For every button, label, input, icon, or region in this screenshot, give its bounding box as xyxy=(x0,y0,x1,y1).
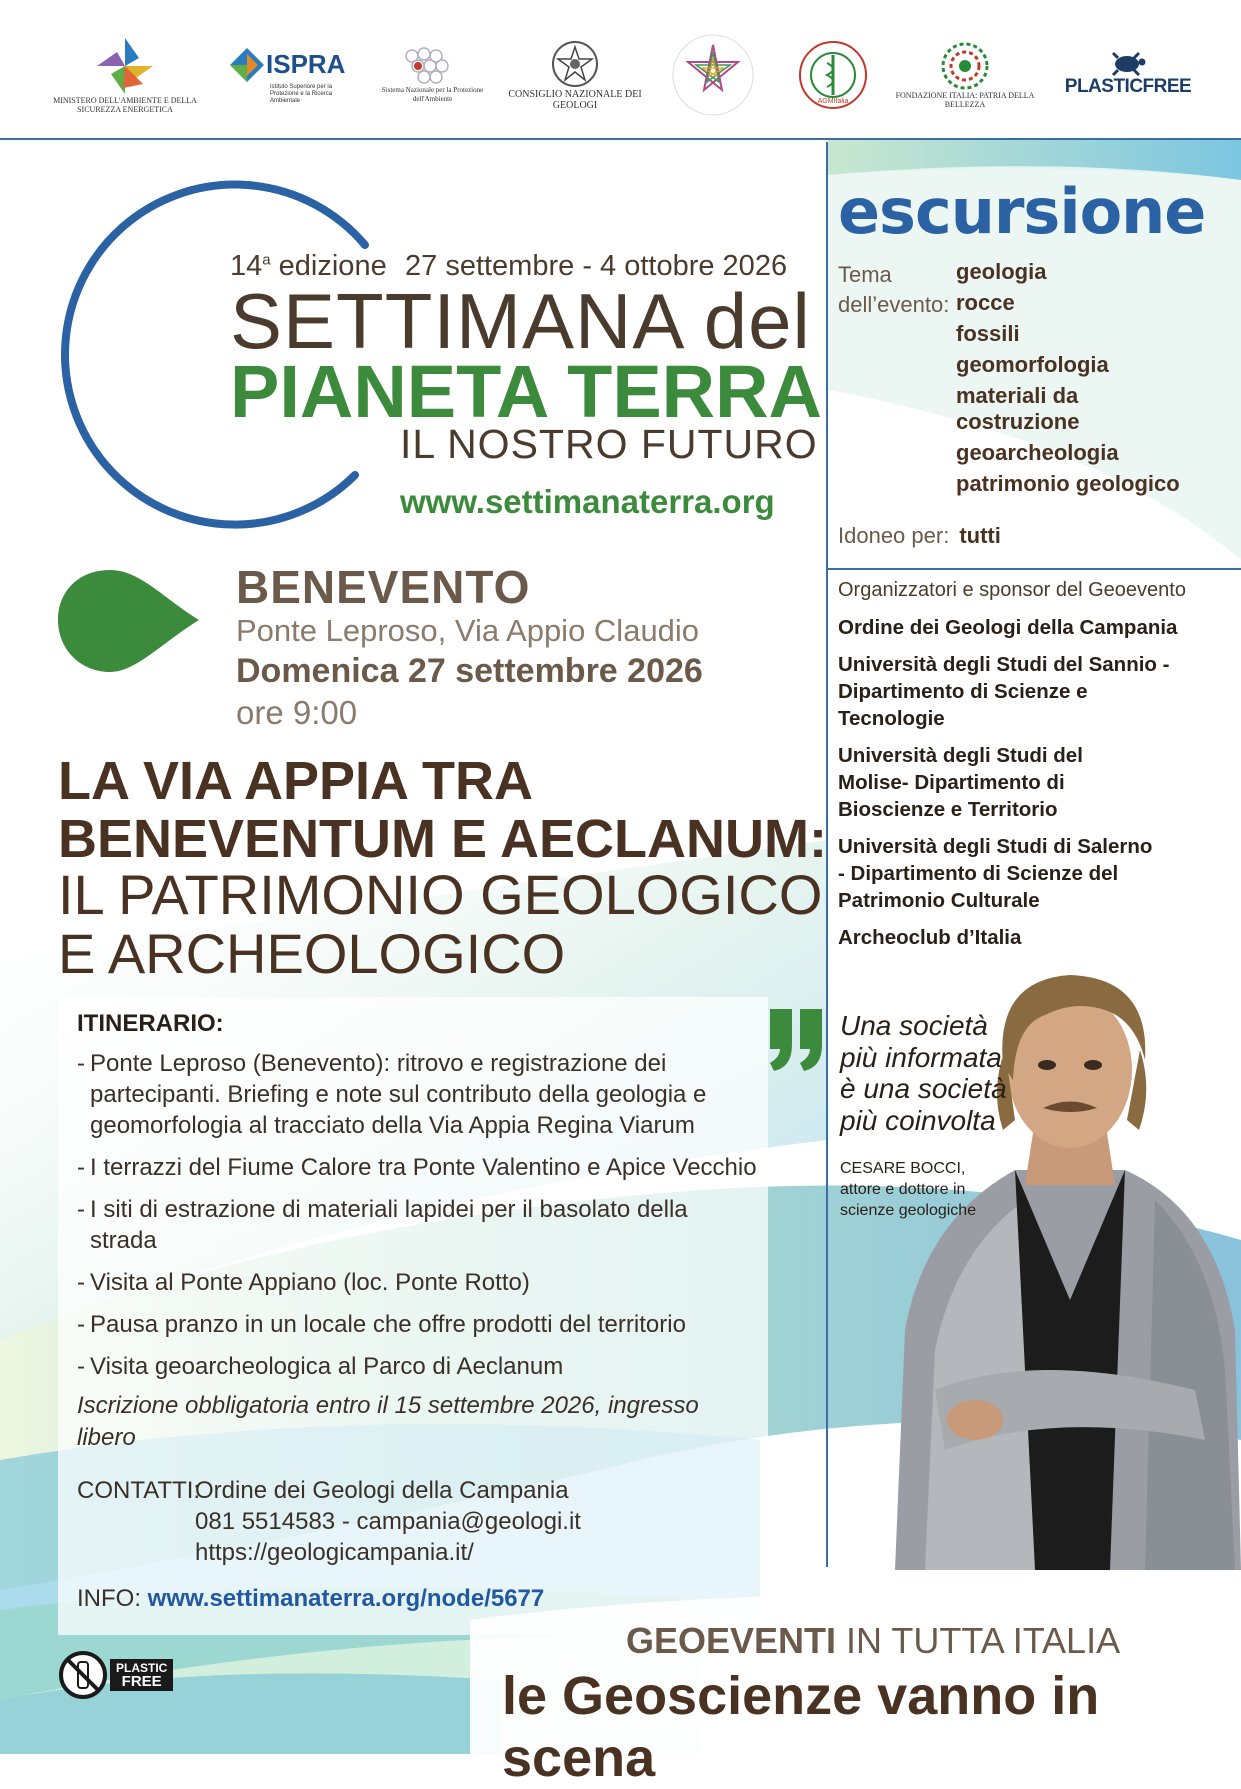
itinerary-item: - Visita geoarcheologica al Parco di Aeclanum xyxy=(77,1351,757,1382)
no-plastic-icon xyxy=(58,1650,108,1700)
event-type: escursione xyxy=(838,175,1206,248)
quote-author: CESARE BOCCI, attore e dottore in scienze geologiche xyxy=(840,1160,977,1219)
emblem-icon xyxy=(550,39,600,89)
bellezza-logo xyxy=(665,30,760,120)
quote-mark-icon xyxy=(766,1005,828,1075)
title-subtitle: IL NOSTRO FUTURO xyxy=(400,421,818,467)
theme-label: Tema dell’evento: xyxy=(838,262,950,317)
ministero-caption: MINISTERO DELL'AMBIENTE E DELLA SICUREZZA ENERGETICA xyxy=(53,96,197,114)
contacts-website[interactable]: https://geologicampania.it/ xyxy=(195,1539,474,1566)
ispra-subtitle: Istituto Superiore per la Protezione e la Ricerca Ambientale xyxy=(270,83,333,104)
ispra-logo xyxy=(228,30,363,120)
event-title-line-4: E ARCHEOLOGICO xyxy=(58,922,566,985)
logo-bar xyxy=(0,0,1241,140)
edition-label: 14$^a$ edizione xyxy=(230,250,387,282)
pinwheel-icon xyxy=(95,36,155,96)
hexagon-network-icon xyxy=(402,46,464,86)
contacts-phone-email[interactable]: 081 5514583 - campania@geologi.it xyxy=(195,1508,581,1535)
title-line-2: PIANETA TERRA xyxy=(230,350,822,433)
itinerary-item: - Pausa pranzo in un locale che offre prodotti del territorio xyxy=(77,1309,757,1340)
theme-item: fossili xyxy=(956,321,1020,346)
event-title-line-2: BENEVENTUM E AECLANUM: xyxy=(58,809,827,869)
event-time: ore 9:00 xyxy=(236,694,358,731)
organizer-item: Università degli Studi di Salerno - Dipartimento di Scienze del Patrimonio Culturale xyxy=(838,835,1153,912)
ispra-mark-icon xyxy=(228,46,266,84)
theme-item: patrimonio geologico xyxy=(956,471,1180,496)
medical-seal-icon xyxy=(797,39,869,111)
plastic-free-label: PLASTIC FREE xyxy=(110,1659,173,1691)
cng-caption: CONSIGLIO NAZIONALE DEI GEOLOGI xyxy=(508,89,642,111)
geoeventi-tagline: GEOEVENTI IN TUTTA ITALIA xyxy=(626,1620,1121,1661)
star-logo-icon xyxy=(668,30,758,120)
audience: Idoneo per: tutti xyxy=(838,523,1001,548)
event-title-line-1: LA VIA APPIA TRA xyxy=(58,751,534,811)
city-name: BENEVENTO xyxy=(236,561,531,613)
event-date: Domenica 27 settembre 2026 xyxy=(236,652,703,690)
plastic-free-badge xyxy=(58,1650,173,1700)
event-dates: 27 settembre - 4 ottobre 2026 xyxy=(405,250,788,282)
organizer-item: Ordine dei Geologi della Campania xyxy=(838,616,1178,639)
quote-text: Una società più informata è una società più coinvolta xyxy=(840,1010,1007,1136)
itinerary-item: - I siti di estrazione di materiali lapidei per il basolato della strada xyxy=(77,1194,757,1256)
title-line-1: SETTIMANA del xyxy=(230,277,811,365)
itinerary xyxy=(77,1010,757,1393)
event-title-line-3: IL PATRIMONIO GEOLOGICO xyxy=(58,863,823,926)
website-link[interactable]: www.settimanaterra.org xyxy=(400,483,775,520)
audience-value: tutti xyxy=(959,523,1001,548)
plasticfree-logo xyxy=(1064,30,1192,120)
fondazione-caption: FONDAZIONE ITALIA: PATRIA DELLA BELLEZZA xyxy=(895,91,1035,109)
svg-text:AGMItalia: AGMItalia xyxy=(817,98,848,105)
flower-icon xyxy=(940,41,990,91)
ministero-logo xyxy=(50,30,200,120)
itinerary-item: - Ponte Leproso (Benevento): ritrovo e registrazione dei partecipanti. Briefing e note sul contributo della geologia e geomorfologia al tracciato della Via Appia Regina Viarum xyxy=(77,1048,757,1141)
info-label: INFO: xyxy=(77,1585,148,1612)
info-link[interactable]: www.settimanaterra.org/node/5677 xyxy=(147,1585,545,1612)
theme-item: geologia xyxy=(956,259,1047,284)
snpa-caption: Sistema Nazionale per la Protezione dell'Ambiente xyxy=(381,86,484,103)
turtle-icon xyxy=(1110,52,1146,76)
organizers-label: Organizzatori e sponsor del Geoevento xyxy=(838,579,1186,601)
itinerary-item: - I terrazzi del Fiume Calore tra Ponte Valentino e Apice Vecchio xyxy=(77,1152,757,1183)
location-pin-icon xyxy=(58,567,203,677)
theme-item: geoarcheologia xyxy=(956,440,1119,465)
theme-item: rocce xyxy=(956,290,1015,315)
address: Ponte Leproso, Via Appio Claudio xyxy=(236,613,700,648)
organizer-item: Università degli Studi del Molise- Dipartimento di Bioscienze e Territorio xyxy=(838,744,1083,821)
organizer-item: Archeoclub d’Italia xyxy=(838,926,1022,949)
slogan: le Geoscienze vanno in scena xyxy=(502,1666,1100,1788)
registration-note: Iscrizione obbligatoria entro il 15 settembre 2026, ingresso libero xyxy=(77,1392,699,1451)
fondazione-logo xyxy=(890,30,1040,120)
organizers-list xyxy=(838,614,1228,961)
organizer-item: Università degli Studi del Sannio - Dipartimento di Scienze e Tecnologie xyxy=(838,653,1170,730)
contacts-label: CONTATTI: xyxy=(77,1477,201,1504)
itinerary-item: - Visita al Ponte Appiano (loc. Ponte Rotto) xyxy=(77,1267,757,1298)
plasticfree-wordmark: PLASTICFREE xyxy=(1064,76,1192,97)
section-divider xyxy=(828,568,1241,570)
itinerary-heading: ITINERARIO: xyxy=(77,1010,224,1037)
snpa-logo xyxy=(380,30,485,120)
contacts-org: Ordine dei Geologi della Campania xyxy=(195,1477,569,1504)
theme-item: materiali da costruzione xyxy=(956,383,1080,434)
agmi-logo xyxy=(785,30,880,120)
theme-item: geomorfologia xyxy=(956,352,1109,377)
ispra-wordmark: ISPRA xyxy=(266,49,346,79)
cng-logo xyxy=(505,30,645,120)
theme-list xyxy=(956,259,1226,502)
